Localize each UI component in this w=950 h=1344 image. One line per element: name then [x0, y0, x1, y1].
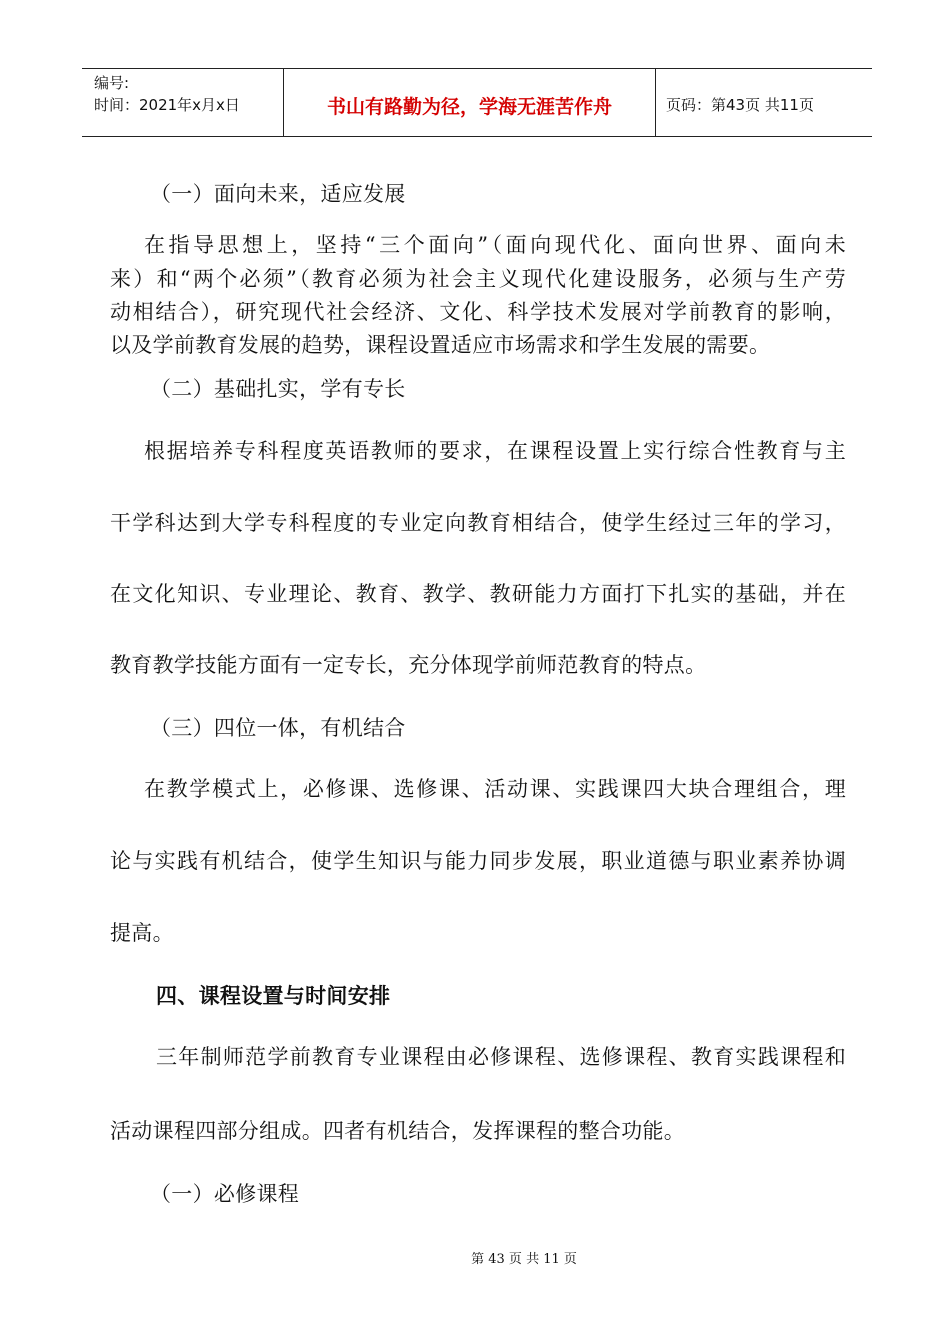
paragraph-line: 提高。	[110, 921, 174, 945]
header-page-code: 页码：第43页 共11页	[666, 95, 814, 114]
paragraph-line: 根据培养专科程度英语教师的要求，在课程设置上实行综合性教育与主	[144, 439, 846, 463]
chapter-heading: 四、课程设置与时间安排	[156, 984, 391, 1008]
document-date: 时间：2021年x月x日	[94, 96, 240, 114]
paragraph-line: 来）和“两个必须”（教育必须为社会主义现代化建设服务，必须与生产劳	[110, 267, 846, 291]
paragraph-line: 干学科达到大学专科程度的专业定向教育相结合，使学生经过三年的学习，	[110, 511, 846, 535]
paragraph-line: 在教学模式上，必修课、选修课、活动课、实践课四大块合理组合，理	[144, 777, 846, 801]
page-footer: 第 43 页 共 11 页	[471, 1252, 577, 1267]
paragraph-line: 在指导思想上，坚持“三个面向”（面向现代化、面向世界、面向未	[144, 233, 846, 257]
page-header	[82, 68, 872, 137]
section-heading-3: （三）四位一体，有机结合	[150, 716, 406, 740]
paragraph-line: 活动课程四部分组成。四者有机结合，发挥课程的整合功能。	[110, 1119, 686, 1143]
paragraph-line: 三年制师范学前教育专业课程由必修课程、选修课程、教育实践课程和	[156, 1045, 846, 1069]
paragraph-line: 以及学前教育发展的趋势，课程设置适应市场需求和学生发展的需要。	[110, 333, 771, 357]
document-number-label: 编号:	[94, 74, 130, 92]
paragraph-line: 教育教学技能方面有一定专长，充分体现学前师范教育的特点。	[110, 653, 707, 677]
header-meta	[82, 69, 284, 136]
paragraph-line: 在文化知识、专业理论、教育、教学、教研能力方面打下扎实的基础，并在	[110, 582, 846, 606]
paragraph-line: 动相结合），研究现代社会经济、文化、科学技术发展对学前教育的影响，	[110, 300, 846, 324]
section-heading-2: （二）基础扎实，学有专长	[150, 377, 406, 401]
section-heading-1: （一）面向未来，适应发展	[150, 182, 406, 206]
paragraph-line: 论与实践有机结合，使学生知识与能力同步发展，职业道德与职业素养协调	[110, 849, 846, 873]
section-heading-4: （一）必修课程	[150, 1182, 300, 1206]
header-motto: 书山有路勤为径，学海无涯苦作舟	[284, 69, 656, 136]
